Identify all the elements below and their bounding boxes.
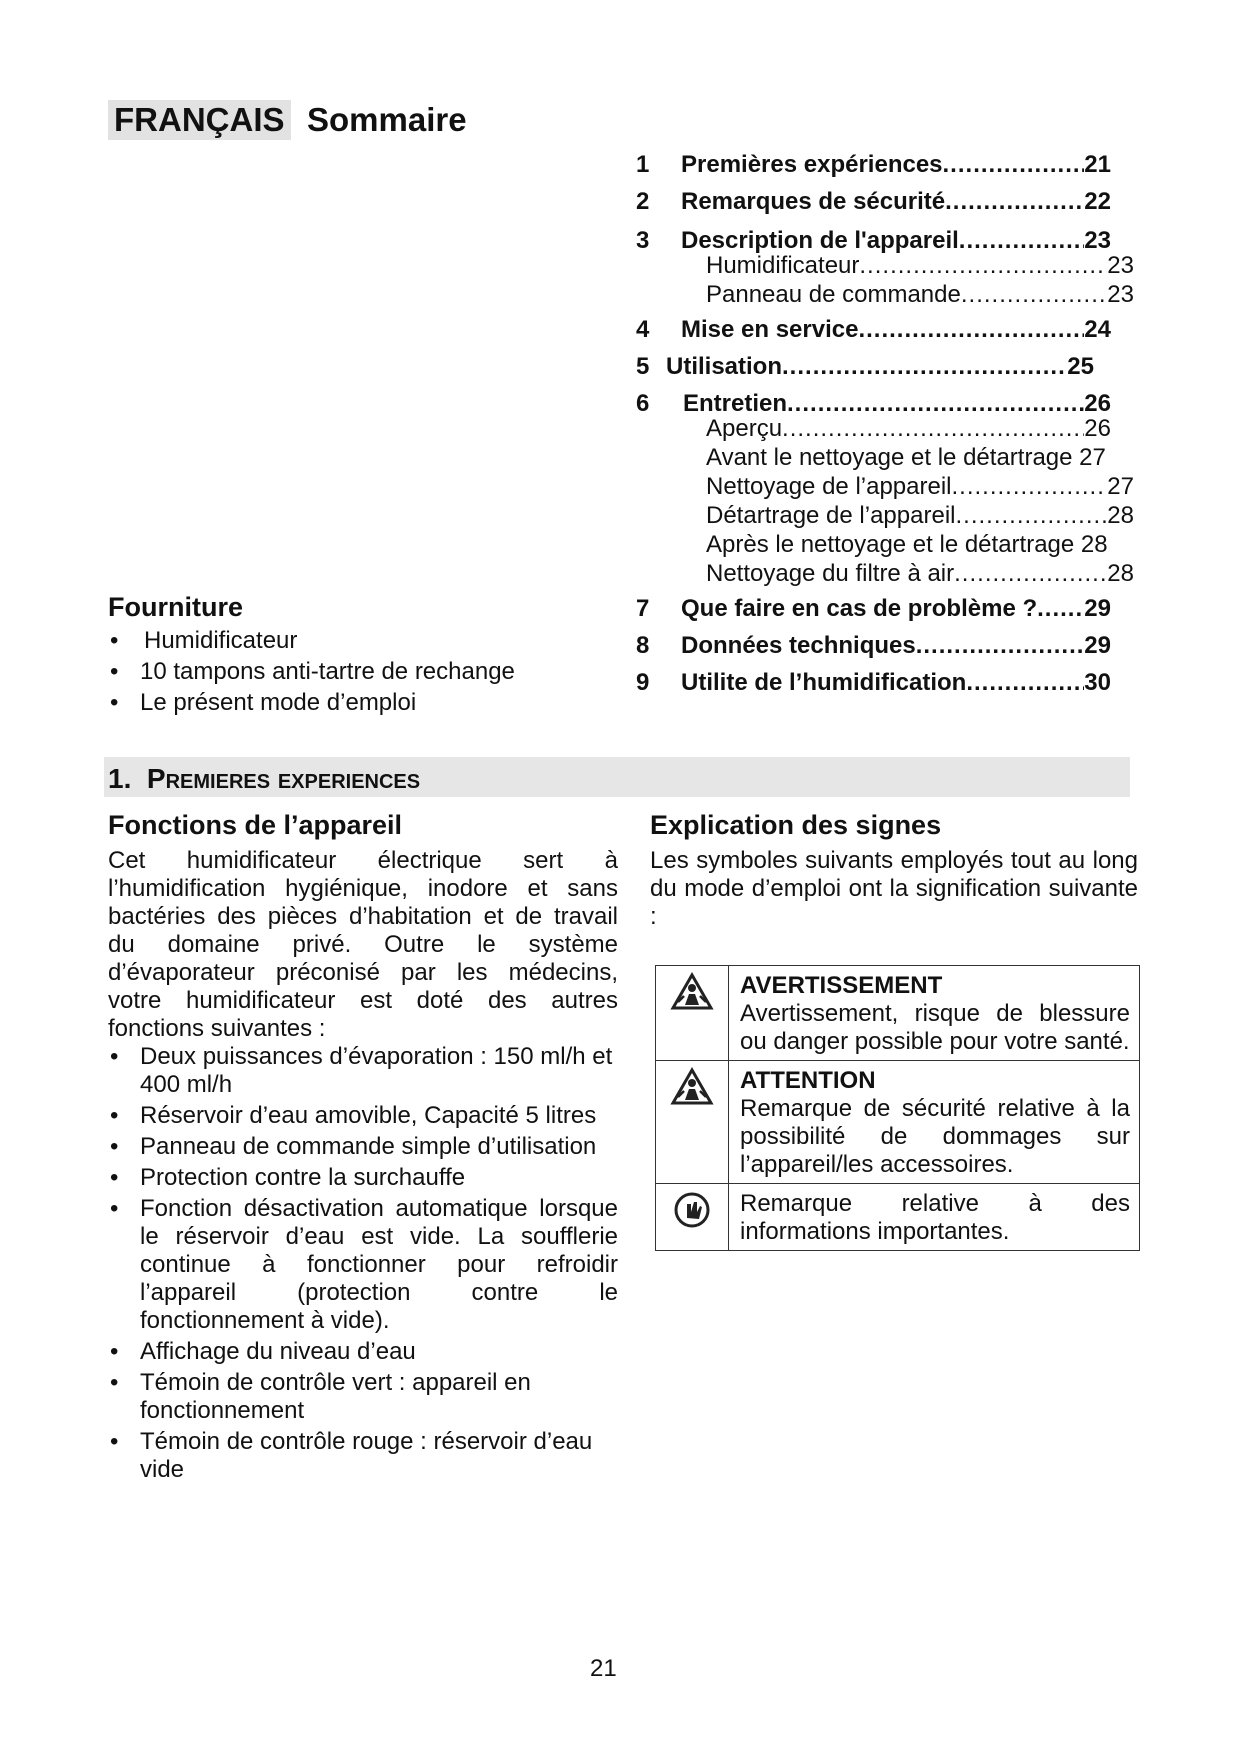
page-number: 21 — [590, 1655, 617, 1682]
toc-subentry: Nettoyage du filtre à air ..... 28 — [636, 559, 1134, 588]
list-item: • Humidificateur — [108, 627, 588, 655]
signs-table — [655, 965, 1140, 1251]
list-item: • Témoin de contrôle rouge : réservoir d’eau vide — [108, 1428, 618, 1484]
toc-subentry: Avant le nettoyage et le détartrage 27 — [706, 444, 1106, 471]
sign-label: ATTENTION — [740, 1067, 876, 1094]
toc-entry-2: 2 Remarques de sécurité ..... 22 — [636, 183, 1111, 220]
signes-column — [650, 810, 1138, 931]
section-number: 1. — [108, 763, 132, 794]
toc-entry-1: 1 Premières expériences ..... 21 — [636, 146, 1111, 183]
toc-subentry: Panneau de commande ..... 23 — [636, 280, 1134, 309]
toc-entry-6: 6 Entretien ..... 26 — [636, 385, 1111, 422]
list-item: • Le présent mode d’emploi — [108, 689, 588, 717]
fonctions-heading: Fonctions de l’appareil — [108, 810, 403, 840]
language-label: FRANÇAIS — [108, 100, 291, 140]
list-item: • 10 tampons anti-tartre de rechange — [108, 658, 588, 686]
table-row — [656, 1184, 1140, 1251]
table-row — [656, 1061, 1140, 1184]
info-hand-icon — [670, 1190, 714, 1230]
sign-description: Remarque relative à des informations importantes. — [740, 1190, 1130, 1245]
toc-entry-9: 9 Utilite de l’humidification ..... 30 — [636, 664, 1111, 701]
toc-entry-8: 8 Données techniques ..... 29 — [636, 627, 1111, 664]
list-item: • Fonction désactivation automatique lorsque le réservoir d’eau est vide. La soufflerie continue à fonctionner pour refroidir l’appareil (protection contre le fonctionnement à vide). — [108, 1195, 618, 1335]
warning-person-icon — [670, 1067, 714, 1107]
toc-subentry: Détartrage de l’appareil ..... 28 — [636, 501, 1134, 530]
section-title: Premieres experiences — [146, 763, 421, 794]
fonctions-column — [108, 810, 618, 1487]
toc-entry-7: 7 Que faire en cas de problème ? ..... 29 — [636, 590, 1111, 627]
fonctions-intro: Cet humidificateur électrique sert à l’humidification hygiénique, inodore et sans bactéries des pièces d’habitation et de travail du domaine privé. Outre le système d’évaporateur préconisé par les médecins, votre humidificateur est doté des autres fonctions suivantes : — [108, 847, 618, 1042]
table-row — [656, 966, 1140, 1061]
toc-subentry: Après le nettoyage et le détartrage 28 — [706, 531, 1108, 558]
section-banner — [104, 757, 1130, 797]
page-title: Sommaire — [307, 101, 467, 138]
signes-heading: Explication des signes — [650, 810, 942, 840]
list-item: • Deux puissances d’évaporation : 150 ml/h et 400 ml/h — [108, 1043, 618, 1099]
toc-subentry: Nettoyage de l’appareil ..... 27 — [636, 472, 1134, 501]
toc-entry-5: 5 Utilisation ..... 25 — [636, 348, 1094, 385]
table-of-contents — [636, 146, 1136, 701]
fourniture-list — [108, 627, 588, 720]
list-item: • Affichage du niveau d’eau — [108, 1338, 618, 1366]
toc-subentry: Aperçu ..... 26 — [636, 414, 1111, 443]
list-item: • Réservoir d’eau amovible, Capacité 5 litres — [108, 1102, 618, 1130]
list-item: • Protection contre la surchauffe — [108, 1164, 618, 1192]
sign-label: AVERTISSEMENT — [740, 972, 943, 999]
sign-description: Remarque de sécurité relative à la possibilité de dommages sur l’appareil/les accessoires. — [740, 1095, 1130, 1178]
features-list — [108, 1043, 618, 1484]
toc-entry-4: 4 Mise en service ..... 24 — [636, 311, 1111, 348]
signes-intro: Les symboles suivants employés tout au long du mode d’emploi ont la signification suivante : — [650, 847, 1138, 930]
toc-entry-3: 3 Description de l'appareil ..... 23 — [636, 222, 1111, 259]
warning-person-icon — [670, 972, 714, 1012]
toc-subentry: Humidificateur ..... 23 — [636, 251, 1134, 280]
list-item: • Panneau de commande simple d’utilisation — [108, 1133, 618, 1161]
sign-description: Avertissement, risque de blessure ou danger possible pour votre santé. — [740, 1000, 1130, 1055]
fourniture-heading: Fourniture — [108, 592, 243, 622]
list-item: • Témoin de contrôle vert : appareil en fonctionnement — [108, 1369, 618, 1425]
